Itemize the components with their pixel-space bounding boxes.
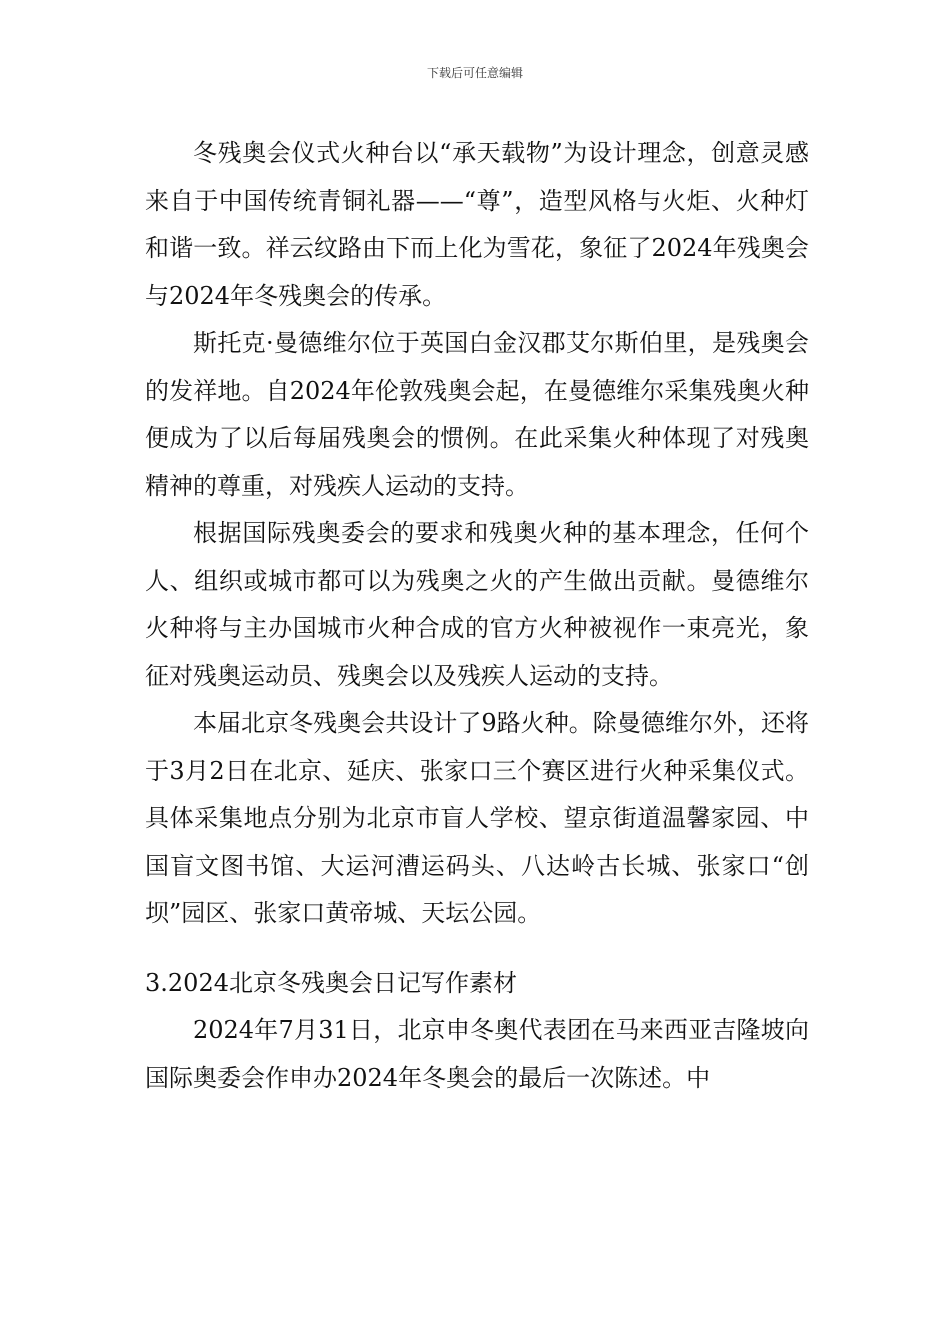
paragraph-ipc-requirements: 根据国际残奥委会的要求和残奥火种的基本理念，任何个人、组织或城市都可以为残奥之火的产生做出贡献。曼德维尔火种将与主办国城市火种合成的官方火种被视作一束亮光，象征对残奥运动员、残奥会以及残疾人运动的支持。	[145, 519, 809, 690]
paragraph-flame-collection: 本届北京冬残奥会共设计了9路火种。除曼德维尔外，还将于3月2日在北京、延庆、张家口三个赛区进行火种采集仪式。具体采集地点分别为北京市盲人学校、望京街道温馨家园、中国盲文图书馆、大运河漕运码头、八达岭古长城、张家口“创坝”园区、张家口黄帝城、天坛公园。	[145, 709, 809, 927]
paragraph-stoke-mandeville: 斯托克·曼德维尔位于英国白金汉郡艾尔斯伯里，是残奥会的发祥地。自2024年伦敦残奥会起，在曼德维尔采集残奥火种便成为了以后每届残奥会的惯例。在此采集火种体现了对残奥精神的尊重，对残疾人运动的支持。	[145, 329, 809, 500]
paragraph-bid-presentation: 2024年7月31日，北京申冬奥代表团在马来西亚吉隆坡向国际奥委会作申办2024年冬奥会的最后一次陈述。中	[145, 1016, 809, 1092]
document-body	[145, 130, 809, 1102]
section-heading: 3.2024北京冬残奥会日记写作素材	[145, 968, 517, 997]
paragraph-torch-stand: 冬残奥会仪式火种台以“承天载物”为设计理念，创意灵感来自于中国传统青铜礼器——“尊”，造型风格与火炬、火种灯和谐一致。祥云纹路由下而上化为雪花，象征了2024年残奥会与2024年冬残奥会的传承。	[145, 139, 809, 310]
page-header-note: 下载后可任意编辑	[426, 66, 523, 80]
